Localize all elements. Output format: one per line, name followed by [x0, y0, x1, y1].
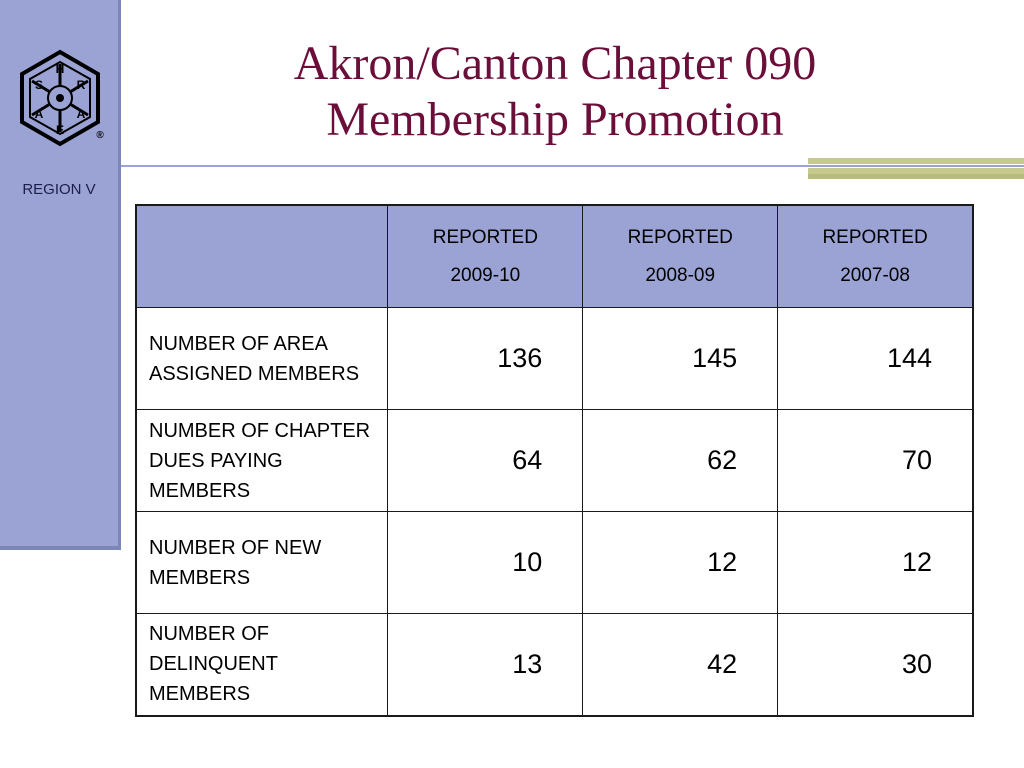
header-line1: REPORTED — [432, 226, 538, 248]
row-label: NUMBER OF AREA ASSIGNED MEMBERS — [136, 308, 388, 410]
row-label: NUMBER OF CHAPTER DUES PAYING MEMBERS — [136, 410, 388, 512]
logo-letter-s: S — [34, 78, 44, 92]
header-line2: 2009-10 — [450, 264, 521, 286]
header-cell-2007-08 — [778, 205, 973, 308]
table-row — [136, 614, 973, 716]
row-label: NUMBER OF NEW MEMBERS — [136, 512, 388, 614]
accent-bar — [808, 158, 1024, 180]
cell-value: 12 — [583, 512, 778, 614]
logo-letter-a-right: A — [76, 107, 86, 121]
cell-value: 70 — [778, 410, 973, 512]
table-header-row — [136, 205, 973, 308]
header-line2: 2007-08 — [840, 264, 910, 286]
logo-letter-a-left: A — [34, 107, 44, 121]
row-label: NUMBER OF DELINQUENT MEMBERS — [136, 614, 388, 716]
slide-title-line2: Membership Promotion — [326, 93, 784, 146]
cell-value: 30 — [778, 614, 973, 716]
cell-value: 12 — [778, 512, 973, 614]
logo-letter-h: H — [55, 62, 65, 76]
header-line1: REPORTED — [627, 226, 733, 248]
header-line1: REPORTED — [822, 226, 928, 248]
cell-value: 136 — [388, 308, 583, 410]
header-line2: 2008-09 — [645, 264, 716, 286]
slide-title — [150, 36, 960, 148]
cell-value: 10 — [388, 512, 583, 614]
header-cell-2008-09 — [583, 205, 778, 308]
table-row — [136, 410, 973, 512]
header-cell-2009-10 — [388, 205, 583, 308]
cell-value: 42 — [583, 614, 778, 716]
cell-value: 62 — [583, 410, 778, 512]
cell-value: 145 — [583, 308, 778, 410]
cell-value: 64 — [388, 410, 583, 512]
logo-letter-e: E — [55, 123, 65, 137]
table-row — [136, 308, 973, 410]
ashrae-logo-icon — [8, 48, 112, 152]
sidebar-band — [0, 0, 121, 550]
logo-letter-r: R — [76, 78, 86, 92]
table-row — [136, 512, 973, 614]
header-cell-blank — [136, 205, 388, 308]
cell-value: 144 — [778, 308, 973, 410]
slide-title-line1: Akron/Canton Chapter 090 — [293, 37, 817, 90]
logo-registered-mark: ® — [96, 130, 104, 141]
membership-table — [135, 204, 974, 717]
cell-value: 13 — [388, 614, 583, 716]
region-label: REGION V — [22, 181, 96, 198]
